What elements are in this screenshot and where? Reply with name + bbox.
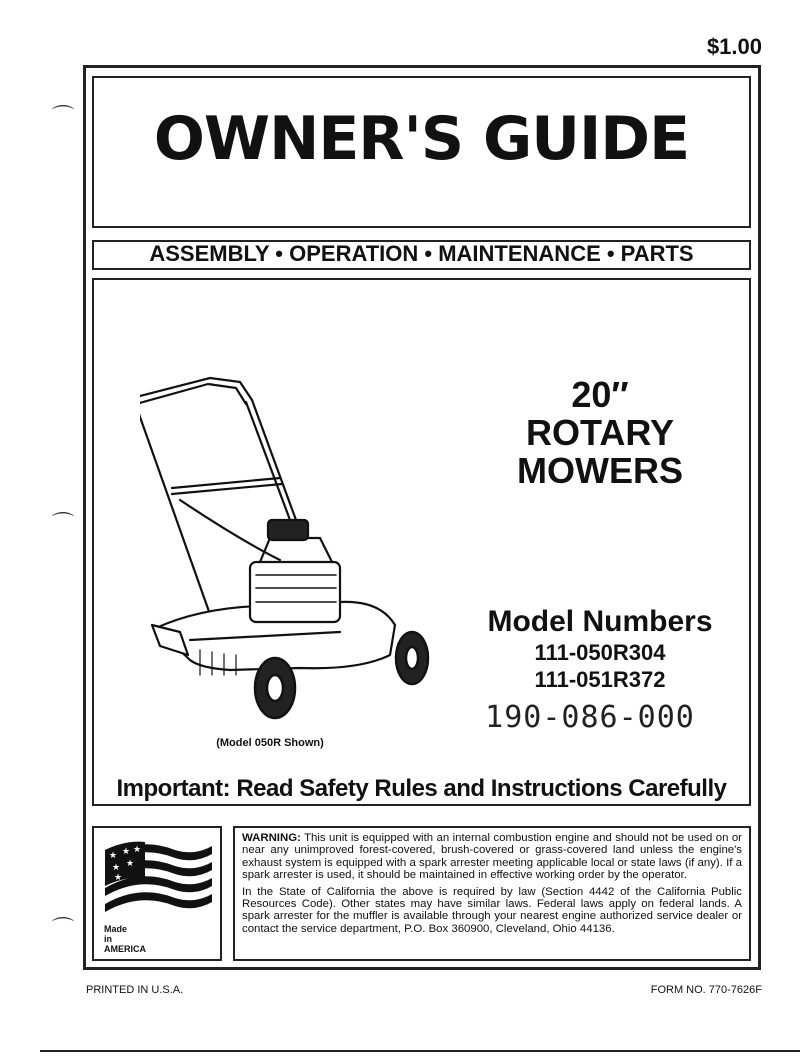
svg-text:★: ★: [126, 859, 135, 869]
product-line: MOWERS: [517, 450, 683, 491]
binder-mark: ⌒: [52, 104, 75, 129]
warning-paragraph-2: In the State of California the above is required by law (Section 4442 of the California Public Resources Code). Other states may have similar laws. Federal laws apply on federal lands. A spark arrester for the muffler is available through your nearest engine authorized service dealer or contact the service department, P.O. Box 360900, Cleveland, Ohio 44136.: [242, 885, 742, 935]
binder-mark: ⌒: [52, 916, 75, 941]
important-text: Read Safety Rules and Instructions Carefully: [236, 775, 727, 802]
svg-text:★: ★: [114, 873, 123, 883]
warning-label: WARNING:: [242, 832, 301, 844]
svg-text:★: ★: [112, 863, 121, 873]
american-flag-icon: [100, 836, 215, 924]
warning-paragraph-1: This unit is equipped with an internal combustion engine and should not be used on or near any unimproved forest-covered, brush-covered or grass-covered land unless the engine's exhaust system is equipped with a spark arrester meeting applicable local or state laws (if any). If a spark arrester is used, it should be maintained in effective working order by the operator.: [242, 832, 742, 882]
made-text: Made: [104, 924, 128, 934]
handwritten-part-number: 190-086-000: [485, 700, 695, 735]
america-text: AMERICA: [104, 944, 146, 954]
model-number: 111-050R304: [534, 640, 666, 665]
printed-in: PRINTED IN U.S.A.: [86, 984, 184, 996]
page-title: OWNER'S GUIDE: [153, 104, 690, 174]
svg-text:★: ★: [109, 851, 118, 861]
made-in-america: [104, 924, 146, 954]
lawn-mower-illustration: [140, 370, 450, 730]
price: $1.00: [706, 34, 762, 59]
warning-text: [242, 832, 742, 939]
important-notice: [92, 775, 751, 803]
binder-mark: ⌒: [52, 511, 75, 536]
product-size: 20″: [571, 374, 629, 415]
form-number: FORM NO. 770-7626F: [650, 984, 762, 996]
product-line: ROTARY: [526, 412, 674, 453]
model-heading: Model Numbers: [487, 605, 713, 638]
in-text: in: [104, 934, 112, 944]
important-label: Important:: [116, 775, 231, 802]
bottom-rule: [40, 1050, 800, 1052]
svg-text:★: ★: [133, 845, 142, 855]
illustration-caption: (Model 050R Shown): [216, 737, 324, 749]
model-number: 111-051R372: [534, 667, 666, 692]
product-name: [450, 376, 750, 490]
tagline: ASSEMBLY • OPERATION • MAINTENANCE • PARTS: [149, 241, 694, 266]
svg-text:★: ★: [122, 847, 131, 857]
